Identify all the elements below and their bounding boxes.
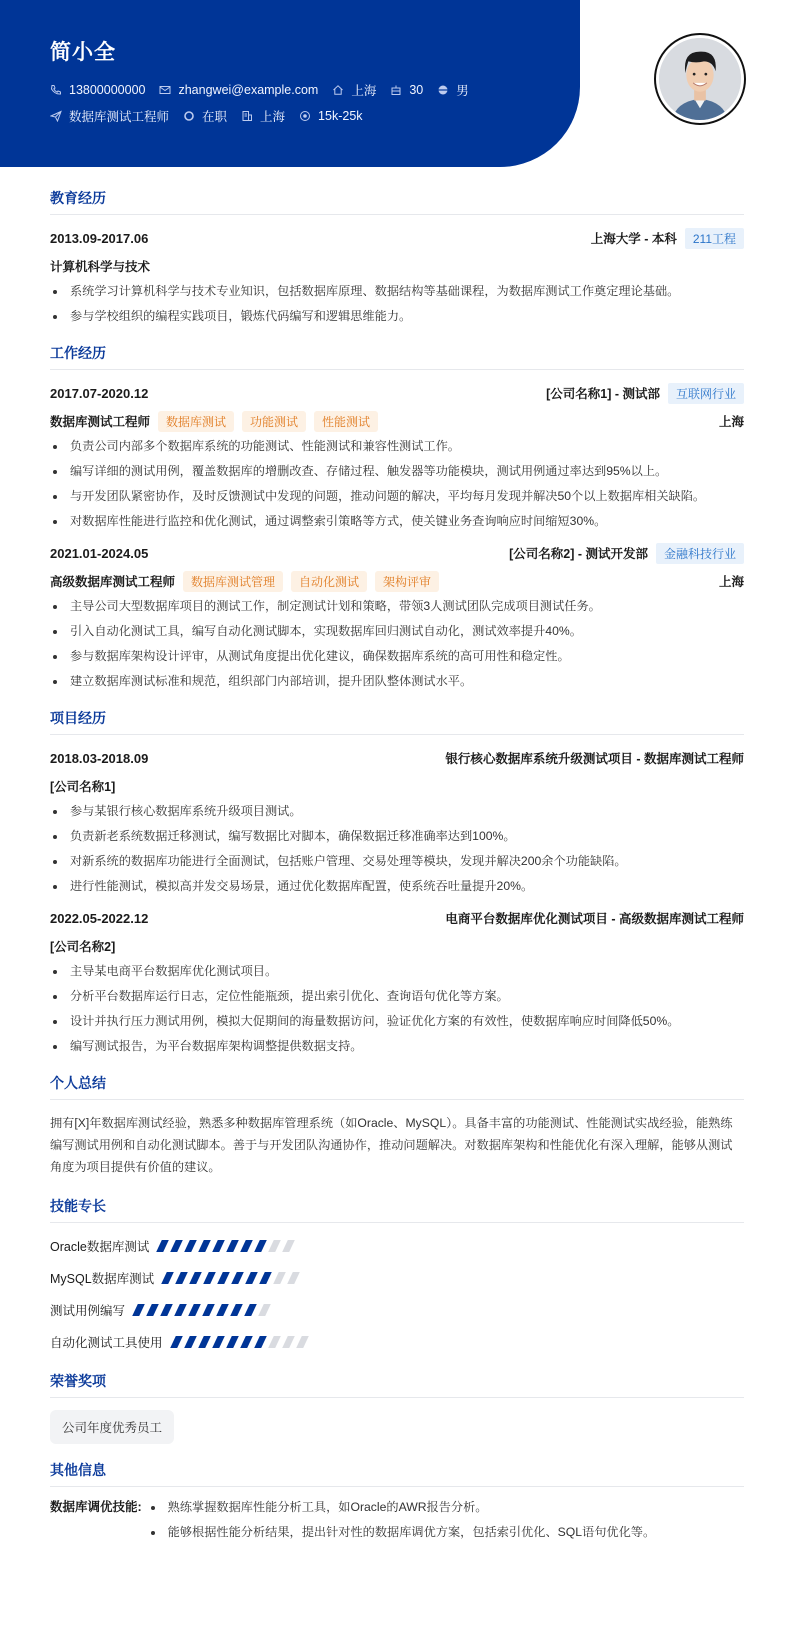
work-company-group xyxy=(509,543,744,564)
list-item: 参与学校组织的编程实践项目，锻炼代码编写和逻辑思维能力。 xyxy=(50,308,744,325)
education-major: 计算机科学与技术 xyxy=(50,260,151,274)
avatar-photo xyxy=(659,38,741,120)
skill-level-segment xyxy=(174,1304,187,1316)
work-date: 2021.01-2024.05 xyxy=(50,545,149,561)
list-item: 主导公司大型数据库项目的测试工作，制定测试计划和策略，带领3人测试团队完成项目测试任务。 xyxy=(50,598,744,615)
skill-name: Oracle数据库测试 xyxy=(50,1240,150,1254)
skill-level-segment xyxy=(184,1336,197,1348)
skill-level-segment xyxy=(216,1304,229,1316)
skill-level-segment xyxy=(259,1272,272,1284)
skill-level-segment xyxy=(226,1336,239,1348)
education-header-row xyxy=(50,227,744,249)
info-row-job xyxy=(50,106,483,126)
work-skill-tag: 数据库测试管理 xyxy=(183,571,283,592)
list-item: 引入自动化测试工具，编写自动化测试脚本，实现数据库回归测试自动化，测试效率提升40%。 xyxy=(50,623,744,640)
skill-level-bar xyxy=(173,1336,313,1348)
calendar-age-icon xyxy=(390,84,402,96)
age-text: 30 xyxy=(409,83,424,97)
work-role-group xyxy=(50,411,378,432)
section-title-projects: 项目经历 xyxy=(50,708,744,735)
skill-level-segment xyxy=(240,1336,253,1348)
work-company-group xyxy=(546,383,744,404)
project-company: [公司名称2] xyxy=(50,940,116,954)
education-major-row xyxy=(50,255,744,277)
avatar xyxy=(654,33,746,125)
skill-item xyxy=(50,1331,744,1353)
work-industry-tag: 互联网行业 xyxy=(668,383,744,404)
skill-level-segment xyxy=(161,1272,174,1284)
work-city-text: 上海 xyxy=(260,110,286,124)
skill-level-segment xyxy=(268,1336,281,1348)
work-bullets xyxy=(50,598,744,690)
list-item: 设计并执行压力测试用例，模拟大促期间的海量数据访问，验证优化方案的有效性，使数据库响应时间降低50%。 xyxy=(50,1013,744,1030)
skill-level-segment xyxy=(188,1304,201,1316)
skill-level-segment xyxy=(283,1240,296,1252)
list-item: 对新系统的数据库功能进行全面测试，包括账户管理、交易处理等模块，发现并解决200余个功能缺陷。 xyxy=(50,853,744,870)
skill-level-segment xyxy=(146,1304,159,1316)
skill-level-segment xyxy=(185,1240,198,1252)
skill-level-segment xyxy=(160,1304,173,1316)
work-bullets xyxy=(50,438,744,530)
list-item: 参与某银行核心数据库系统升级项目测试。 xyxy=(50,803,744,820)
list-item: 与开发团队紧密协作，及时反馈测试中发现的问题，推动问题的解决，平均每月发现并解决50个以上数据库相关缺陷。 xyxy=(50,488,744,505)
skill-name: 自动化测试工具使用 xyxy=(50,1336,163,1350)
gender-text: 男 xyxy=(456,84,469,98)
work-company: [公司名称2] - 测试开发部 xyxy=(509,547,648,561)
skill-level-segment xyxy=(245,1272,258,1284)
skill-level-segment xyxy=(230,1304,243,1316)
education-date: 2013.09-2017.06 xyxy=(50,230,149,246)
work-skill-tag: 自动化测试 xyxy=(291,571,367,592)
skill-level-segment xyxy=(157,1240,170,1252)
project-name: 电商平台数据库优化测试项目 - 高级数据库测试工程师 xyxy=(445,912,744,926)
work-skill-tag: 数据库测试 xyxy=(158,411,234,432)
work-skill-tag: 架构评审 xyxy=(375,571,439,592)
work-header-row xyxy=(50,542,744,564)
project-name: 银行核心数据库系统升级测试项目 - 数据库测试工程师 xyxy=(445,752,744,766)
work-role-group xyxy=(50,571,439,592)
education-tag: 211工程 xyxy=(685,228,744,249)
project-company-row xyxy=(50,775,744,797)
info-salary xyxy=(299,109,362,123)
project-date: 2022.05-2022.12 xyxy=(50,910,149,926)
skill-level-segment xyxy=(258,1304,271,1316)
email-text: zhangwei@example.com xyxy=(178,83,319,97)
skill-level-bar xyxy=(164,1272,304,1284)
work-role-row xyxy=(50,410,744,432)
email-icon xyxy=(159,84,171,96)
skill-level-segment xyxy=(217,1272,230,1284)
education-school: 上海大学 - 本科 xyxy=(590,232,677,246)
info-work-city xyxy=(241,107,285,125)
list-item: 编写测试报告，为平台数据库架构调整提供数据支持。 xyxy=(50,1038,744,1055)
project-header-row xyxy=(50,747,744,769)
summary-text: 拥有[X]年数据库测试经验，熟悉多种数据库管理系统（如Oracle、MySQL）。具备丰富的功能测试、性能测试实战经验，能熟练编写测试用例和自动化测试脚本。善于与开发团队沟通协作，推动问题解决。对数据库架构和性能优化有深入理解，能够从测试角度为项目提供有价值的建议。 xyxy=(50,1116,733,1174)
section-title-education: 教育经历 xyxy=(50,188,744,215)
work-header-row xyxy=(50,382,744,404)
skill-level-segment xyxy=(244,1304,257,1316)
work-skill-tag: 功能测试 xyxy=(242,411,306,432)
skill-item xyxy=(50,1267,744,1289)
skill-level-segment xyxy=(269,1240,282,1252)
list-item: 能够根据性能分析结果，提出针对性的数据库调优方案，包括索引优化、SQL语句优化等。 xyxy=(148,1524,656,1541)
project-header-row xyxy=(50,907,744,929)
project-company: [公司名称1] xyxy=(50,780,116,794)
info-row-basic xyxy=(50,80,483,100)
work-role: 高级数据库测试工程师 xyxy=(50,575,176,589)
info-email xyxy=(159,83,318,97)
header-content xyxy=(50,36,483,132)
work-company: [公司名称1] - 测试部 xyxy=(546,387,660,401)
skill-level-segment xyxy=(241,1240,254,1252)
home-icon xyxy=(332,84,344,96)
work-industry-tag: 金融科技行业 xyxy=(656,543,744,564)
skill-level-segment xyxy=(198,1336,211,1348)
section-other xyxy=(50,1460,744,1549)
section-title-skills: 技能专长 xyxy=(50,1196,744,1223)
education-school-group xyxy=(591,228,744,249)
section-skills xyxy=(50,1196,744,1353)
skill-level-segment xyxy=(287,1272,300,1284)
project-entry xyxy=(50,747,744,895)
skill-level-bar xyxy=(135,1304,275,1316)
salary-icon xyxy=(299,110,311,122)
skill-level-segment xyxy=(171,1240,184,1252)
section-projects xyxy=(50,708,744,1055)
info-position xyxy=(50,107,169,125)
skill-level-segment xyxy=(213,1240,226,1252)
education-entry xyxy=(50,227,744,325)
skill-name: MySQL数据库测试 xyxy=(50,1272,155,1286)
list-item: 负责新老系统数据迁移测试，编写数据比对脚本，确保数据迁移准确率达到100%。 xyxy=(50,828,744,845)
skill-level-segment xyxy=(132,1304,145,1316)
send-icon xyxy=(50,110,62,122)
list-item: 负责公司内部多个数据库系统的功能测试、性能测试和兼容性测试工作。 xyxy=(50,438,744,455)
other-info-bullets xyxy=(148,1499,656,1549)
section-work xyxy=(50,343,744,690)
section-education xyxy=(50,188,744,325)
skill-item xyxy=(50,1299,744,1321)
candidate-name: 简小全 xyxy=(50,41,116,64)
other-info-label: 数据库调优技能: xyxy=(50,1500,142,1514)
other-info-row xyxy=(50,1499,744,1549)
list-item: 编写详细的测试用例，覆盖数据库的增删改查、存储过程、触发器等功能模块，测试用例通过率达到95%以上。 xyxy=(50,463,744,480)
skill-level-segment xyxy=(189,1272,202,1284)
info-phone xyxy=(50,83,145,97)
info-city xyxy=(332,81,376,99)
resume-body xyxy=(0,188,794,1549)
info-gender xyxy=(437,81,469,99)
section-title-work: 工作经历 xyxy=(50,343,744,370)
project-company-row xyxy=(50,935,744,957)
gender-icon xyxy=(437,84,449,96)
section-title-other: 其他信息 xyxy=(50,1460,744,1487)
info-status xyxy=(183,107,227,125)
salary-text: 15k-25k xyxy=(318,109,363,123)
project-bullets xyxy=(50,963,744,1055)
work-entry xyxy=(50,382,744,530)
skill-level-segment xyxy=(255,1240,268,1252)
skill-level-segment xyxy=(170,1336,183,1348)
work-date: 2017.07-2020.12 xyxy=(50,385,149,401)
skill-level-segment xyxy=(212,1336,225,1348)
project-entry xyxy=(50,907,744,1055)
work-role: 数据库测试工程师 xyxy=(50,415,151,429)
building-icon xyxy=(241,110,253,122)
phone-icon xyxy=(50,84,62,96)
award-badge: 公司年度优秀员工 xyxy=(50,1410,174,1444)
status-text: 在职 xyxy=(202,110,228,124)
section-summary xyxy=(50,1073,744,1178)
skill-level-segment xyxy=(199,1240,212,1252)
skill-level-segment xyxy=(254,1336,267,1348)
skill-level-segment xyxy=(273,1272,286,1284)
section-title-awards: 荣誉奖项 xyxy=(50,1371,744,1398)
skill-level-bar xyxy=(159,1240,299,1252)
section-awards xyxy=(50,1371,744,1460)
work-skill-tag: 性能测试 xyxy=(314,411,378,432)
skill-level-segment xyxy=(227,1240,240,1252)
section-title-summary: 个人总结 xyxy=(50,1073,744,1100)
skill-level-segment xyxy=(203,1272,216,1284)
work-entry xyxy=(50,542,744,690)
status-icon xyxy=(183,110,195,122)
skill-level-segment xyxy=(282,1336,295,1348)
list-item: 进行性能测试，模拟高并发交易场景，通过优化数据库配置，使系统吞吐量提升20%。 xyxy=(50,878,744,895)
project-date: 2018.03-2018.09 xyxy=(50,750,149,766)
skill-level-segment xyxy=(175,1272,188,1284)
skill-level-segment xyxy=(202,1304,215,1316)
position-text: 数据库测试工程师 xyxy=(69,110,170,124)
list-item: 主导某电商平台数据库优化测试项目。 xyxy=(50,963,744,980)
list-item: 系统学习计算机科学与技术专业知识，包括数据库原理、数据结构等基础课程，为数据库测试工作奠定理论基础。 xyxy=(50,283,744,300)
list-item: 建立数据库测试标准和规范，组织部门内部培训，提升团队整体测试水平。 xyxy=(50,673,744,690)
resume-header xyxy=(0,0,794,170)
skill-item xyxy=(50,1235,744,1257)
work-role-row xyxy=(50,570,744,592)
work-location: 上海 xyxy=(718,415,744,429)
education-bullets xyxy=(50,283,744,325)
project-bullets xyxy=(50,803,744,895)
skill-level-segment xyxy=(231,1272,244,1284)
skills-list xyxy=(50,1235,744,1353)
list-item: 分析平台数据库运行日志，定位性能瓶颈，提出索引优化、查询语句优化等方案。 xyxy=(50,988,744,1005)
list-item: 熟练掌握数据库性能分析工具，如Oracle的AWR报告分析。 xyxy=(148,1499,656,1516)
info-age xyxy=(390,83,423,97)
skill-name: 测试用例编写 xyxy=(50,1304,126,1318)
phone-text: 13800000000 xyxy=(69,83,146,97)
work-location: 上海 xyxy=(718,575,744,589)
list-item: 参与数据库架构设计评审，从测试角度提出优化建议，确保数据库系统的高可用性和稳定性。 xyxy=(50,648,744,665)
skill-level-segment xyxy=(296,1336,309,1348)
city-text: 上海 xyxy=(351,84,377,98)
list-item: 对数据库性能进行监控和优化测试，通过调整索引策略等方式，使关键业务查询响应时间缩短30%。 xyxy=(50,513,744,530)
